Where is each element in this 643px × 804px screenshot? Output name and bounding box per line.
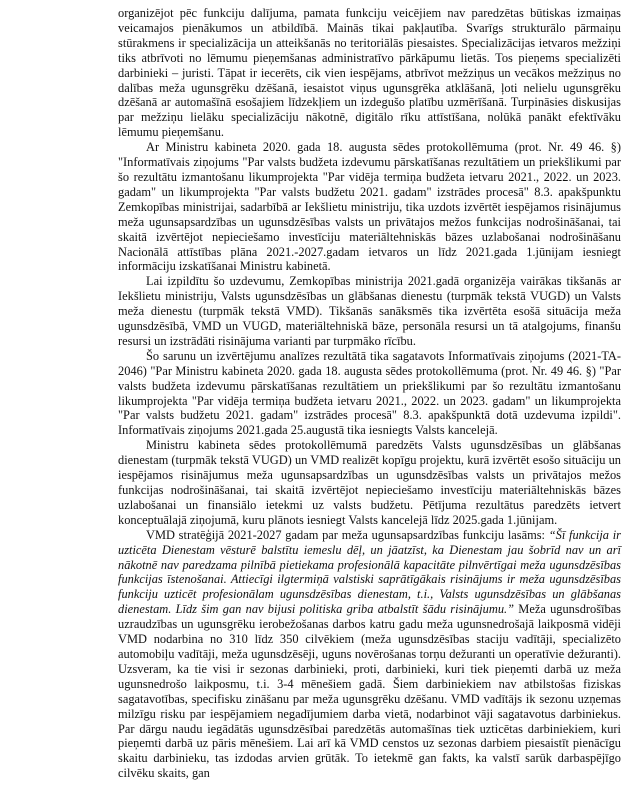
strategy-lead-text: VMD stratēģijā 2021-2027 gadam par meža ugunsapsardzības funkciju lasāms: [146, 527, 549, 542]
strategy-quote: “Šī funkcija ir uzticēta Dienestam vēsturē balstītu iemeslu dēļ, un jāatzīst, ka Dienestam jau šobrīd nav un arī nākotnē nav paredzama pilnībā pietiekama profesionālā kapacitāte pilnvērtīgai meža ugunsdzēsības funkcijas īstenošanai. Attiecīgi ilgtermiņā valstiski saprātīgākais risinājums ir meža ugunsdzēsības funkciju uzticēt profesionālam ugunsdzēsības dienestam, t.i., Valsts ugunsdzēsības un glābšanas dienestam. Līdz šim gan nav bijusi politiska griba atbalstīt šādu risinājumu.” [118, 527, 621, 617]
paragraph-joint-project: Ministru kabineta sēdes protokollēmumā paredzēts Valsts ugunsdzēsības un glābšanas dienestam (turpmāk tekstā VUGD) un VMD realizēt kopīgu projektu, kurā izvērtēt esošo situāciju un iespējamos risinājumus meža ugunsapsardzības un ugunsdzēsības valsts un privātajos mežos funkcijas nodrošināšanai, tai skaitā izvērtējot nepieciešamo investīciju materiāltehniskās bāzes uzlabošanai un finansiālo ietekmi uz valsts budžetu. Pētījuma rezultātus paredzēts ietvert konceptuālajā ziņojumā, kuru plānots iesniegt Valsts kancelejā līdz 2025.gada 1.jūnijam. [118, 438, 621, 527]
paragraph-vmd-strategy [118, 528, 621, 781]
paragraph-cabinet-protocol-decision: Ar Ministru kabineta 2020. gada 18. augusta sēdes protokollēmuma (prot. Nr. 49 46. §) "Informatīvais ziņojums "Par valsts budžeta izdevumu pārskatīšanas rezultātiem un priekšlikumi par šo rezultātu izmantošanu likumprojekta "Par vidēja termiņa budžeta ietvaru 2021., 2022. un 2023. gadam" un likumprojekta "Par valsts budžetu 2021. gadam" izstrādes procesā" 8.3. apakšpunktu Zemkopības ministrijai, sadarbībā ar Iekšlietu ministriju, tika uzdots izvērtēt iespējamos risinājumus meža ugunsapsardzības un ugunsdzēsības valsts un privātajos mežos funkcijas nodrošināšanai, tai skaitā izvērtējot nepieciešamo investīciju materiāltehniskās bāzes uzlabošanai nodrošināšanu Nacionālā attīstības plāna 2021.-2027.gadam ietvaros un līdz 2021.gada 1.jūnijam iesniegt informāciju izskatīšanai Ministru kabinetā. [118, 140, 621, 274]
paragraph-ministry-meetings: Lai izpildītu šo uzdevumu, Zemkopības ministrija 2021.gadā organizēja vairākas tikšanās ar Iekšlietu ministriju, Valsts ugunsdzēsības un glābšanas dienestu (turpmāk tekstā VUGD) un Valsts meža dienestu (turpmāk tekstā VMD). Tikšanās sanāksmēs tika izvērtēta esošā situācija meža ugunsdzēsībā, VMD un VUGD, materiāltehniskā bāze, personāla resursi un tā atalgojums, finanšu resursi un izstrādāti risinājuma varianti par turpmāko rīcību. [118, 274, 621, 348]
paragraph-informative-report: Šo sarunu un izvērtējumu analīzes rezultātā tika sagatavots Informatīvais ziņojums (2021-TA-2046) "Par Ministru kabineta 2020. gada 18. augusta sēdes protokollēmuma (prot. Nr. 49 46. §) "Par valsts budžeta izdevumu pārskatīšanas rezultātiem un priekšlikumi par šo rezultātu izmantošanu likumprojekta "Par vidēja termiņa budžeta ietvaru 2021., 2022. un 2023. gadam" un likumprojekta "Par valsts budžetu 2021. gadam" izstrādes procesā" 8.3. apakšpunktā dotā uzdevuma izpildi". Informatīvais ziņojums 2021.gada 25.augustā tika iesniegts Valsts kancelejā. [118, 348, 621, 438]
paragraph-forest-ranger-specialization: organizējot pēc funkciju dalījuma, pamata funkciju veicējiem nav paredzētas būtiskas izmaiņas veicamajos pienākumos un atbildībā. Mainās tikai pakļautība. Svarīgs strukturālo pārmaiņu stūrakmens ir specializācija un atteikšanās no teritoriālās piesaistes. Specializācijas ietvaros mežziņi tiks atbrīvoti no lēmumu pieņemšanas administratīvo pārkāpumu lietās. Tos pieņems specializēti darbinieki – juristi. Tāpat ir iecerēts, cik vien iespējams, atbrīvot mežziņus un vecākos mežziņus no dalības meža ugunsgrēku dzēšanā, iesaistot viņus ugunsgrēka atklāšanā, ļoti nelielu ugunsgrēku dzēšanā ar automašīnā esošajiem līdzekļiem un izdegušo platību uzmērīšanā. Turpināsies diskusijas par mežziņu lielāku specializāciju nākotnē, digitālo rīku attīstīšana, nolūkā panākt efektīvāku lēmumu pieņemšanu. [118, 6, 621, 140]
strategy-tail-text: Meža ugunsdrošības uzraudzības un ugunsgrēku ierobežošanas darbos katru gadu meža ugunsnedrošajā laikposmā vidēji VMD nodarbina no 310 līdz 350 cilvēkiem (meža ugunsdzēsības staciju vadītāji, specializēto automobiļu vadītāji, meža ugunsdzēsēji, uguns novērošanas torņu dežuranti un operatīvie dežuranti). Uzsveram, ka tie visi ir sezonas darbinieki, proti, darbinieki, kuri tiek pieņemti darbā uz meža ugunsnedrošo laikposmu, t.i. 3-4 mēnešiem gadā. Šiem darbiniekiem nav atbilstošas fiziskas sagatavotības, specifisku zināšanu par meža ugunsgrēku dzēšanu. VMD vadītājs ik sezonu uzņemas milzīgu risku par iespējamiem negadījumiem darba vietā, nodarbinot vāji sagatavotus darbiniekus. Par dārgu naudu iegādātās ugunsdzēsībai paredzētās automašīnas tiek uzticētas darbiniekiem, kuri pieņemti darbā uz pāris mēnešiem. Lai arī kā VMD censtos uz sezonas darbiem piesaistīt pienācīgu skaitu darbinieku, tas izdodas arvien grūtāk. To ietekmē gan fakts, ka valstī sarūk darbaspējīgo cilvēku skaits, gan [118, 602, 622, 781]
